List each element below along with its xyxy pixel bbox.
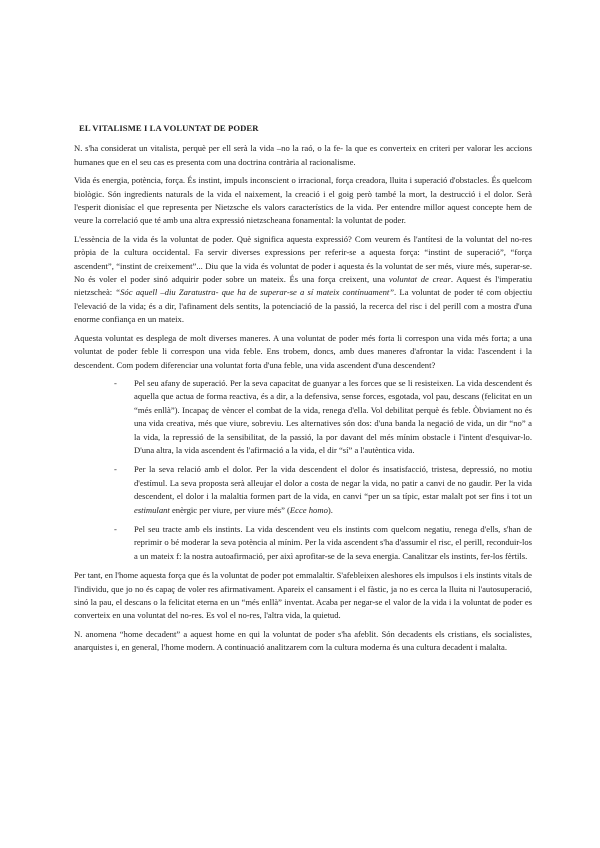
- text-run: . La voluntat de poder té com objectiu l'elevació de la vida; és a dir, l'afinament dels sentits, la potenciació de la passió, la recerca del risc i del perill com a mostra d'una enorme confiança en un mateix.: [74, 287, 532, 325]
- paragraph-maneres: Aquesta voluntat es desplega de molt diverses maneres. A una voluntat de poder més forta li correspon una vida més forta; a una voluntat de poder feble li correspon una vida feble. Ens trobem, doncs, amb dues maneres d'afrontar la vida: l'ascendent i la descendent. Com podem diferenciar una voluntat forta d'una feble, una vida ascendent d'una descendent?: [74, 332, 532, 370]
- list-item-text: [134, 464, 532, 514]
- text-run: . Aquest és l'imperatiu nietzscheà:: [74, 274, 533, 298]
- emphasis-voluntat-de-crear: voluntat de crear: [388, 274, 451, 285]
- list-item: [74, 377, 532, 457]
- emphasis-zaratustra-quote: “Sóc aquell –diu Zaratustra- que ha de superar-se a sí mateix contínuament”: [115, 287, 395, 298]
- text-run: enèrgic per viure, per viure més” (: [169, 504, 290, 515]
- paragraph-vida: Vida és energia, potència, força. És instint, impuls inconscient o irracional, força creadora, lluita i superació d'obstacles. És quelcom biològic. Són ingredients naturals de la vida el naixement, la creació i el goig però també la mort, la destrucció i el dolor. Serà l'esperit dionisíac el que representa per Nietzsche els valors característics de la vida. Per entendre millor aquest concepte hem de veure la correlació que té amb una altra expressió nietzscheana fonamental: la voluntat de poder.: [74, 175, 532, 226]
- list-item-text: Pel seu afany de superació. Per la seva capacitat de guanyar a les forces que se li resisteixen. La vida descendent és aquella que actua de forma reactiva, és a dir, a la defensiva, sense forces, esgotada, vol pau, descans (felicitat en un “més enllà”). Incapaç de vèncer el combat de la vida, renega d'ella. Vol debilitat perquè és feble. Òbviament no és una vida creativa, més que viure, sobreviu. Les alternatives són dos: d'una banda la negació de vida, un dir “no” a la vida, la repressió de la sensibilitat, de la passió, la por davant del més mínim obstacle i l'intent d'esquivar-lo. D'una altra, la vida ascendent és l'afirmació a la vida, el dir “sí” a l'autèntica vida.: [134, 377, 532, 455]
- paragraph-emmalaltir: Per tant, en l'home aquesta força que és la voluntat de poder pot emmalaltir. S'afebleixen aleshores els impulsos i els instints vitals de l'individu, que jo no és capaç de voler res afirmativament. Apareix el cansament i el fàstic, ja no es cerca la lluita ni l'autosuperació, sinó la pau, el descans o la felicitat eterna en un “més enllà” inventat. Acaba per negar-se el valor de la vida i la voluntat de poder es converteix en una voluntat del no-res. Es vol el no-res, l'altra vida, la quietud.: [74, 570, 532, 621]
- criteria-list: [74, 377, 532, 563]
- document-title: EL VITALISME I LA VOLUNTAT DE PODER: [79, 123, 259, 133]
- list-item-text: Pel seu tracte amb els instints. La vida descendent veu els instints com quelcom negatiu, renega d'ells, s'han de reprimir o bé moderar la seva potència al mínim. Per la vida ascendent s'ha d'assumir el risc, el perill, reconduir-los a un mateix f: la nostra autoafirmació, per aixì aprofitar-se de la seva energia. Canalitzar els instints, fer-los fèrtils.: [134, 523, 532, 561]
- paragraph-home-decadent: N. anomena “home decadent” a aquest home en qui la voluntat de poder s'ha afeblit. Són decadents els cristians, els socialistes, anarquistes i, en general, l'home modern. A continuació analitzarem com la cultura moderna és una cultura decadent i malalta.: [74, 628, 532, 653]
- paragraph-intro: N. s'ha considerat un vitalista, perquè per ell serà la vida –no la raó, o la fe- la que es converteix en criteri per valorar les accions humanes que en el seu cas es presenta com una doctrina contrària al racionalisme.: [74, 143, 532, 167]
- text-run: Per la seva relació amb el dolor. Per la vida descendent el dolor és insatisfacció, tristesa, depressió, no motiu d'estímul. La seva proposta serà alleujar el dolor a costa de negar la vida, no patir a canvi de no gaudir. Per la vida descendent, el dolor i la malaltia formen part de la vida, en canvi “per un sa típic, estar malalt pot ser fins i tot un: [134, 464, 532, 502]
- emphasis-estimulant: estimulant: [134, 504, 170, 515]
- list-dash: -: [114, 377, 117, 388]
- emphasis-ecce-homo: Ecce homo: [289, 504, 328, 515]
- list-item: [74, 463, 532, 517]
- document-body: [74, 122, 532, 660]
- text-run: L'essència de la vida és la voluntat de poder. Què significa aquesta expressió? Com veurem és l'antítesi de la voluntat del no-res pròpia de la cultura occidental. Fa servir diverses expressions per referir-se a aquesta força: “instint de superació”, “força ascendent”, “instint de creixement”... Diu que la vida és voluntat de poder i aquesta és la voluntat de ser més, viure més, superar-se. No és voler el poder sinó adquirir poder sobre un mateix. És una força creixent, una: [74, 233, 532, 285]
- list-dash: -: [114, 464, 117, 475]
- paragraph-voluntat-de-poder: [74, 233, 532, 327]
- text-run: ).: [327, 504, 333, 515]
- list-dash: -: [114, 523, 117, 534]
- list-item: [74, 523, 532, 563]
